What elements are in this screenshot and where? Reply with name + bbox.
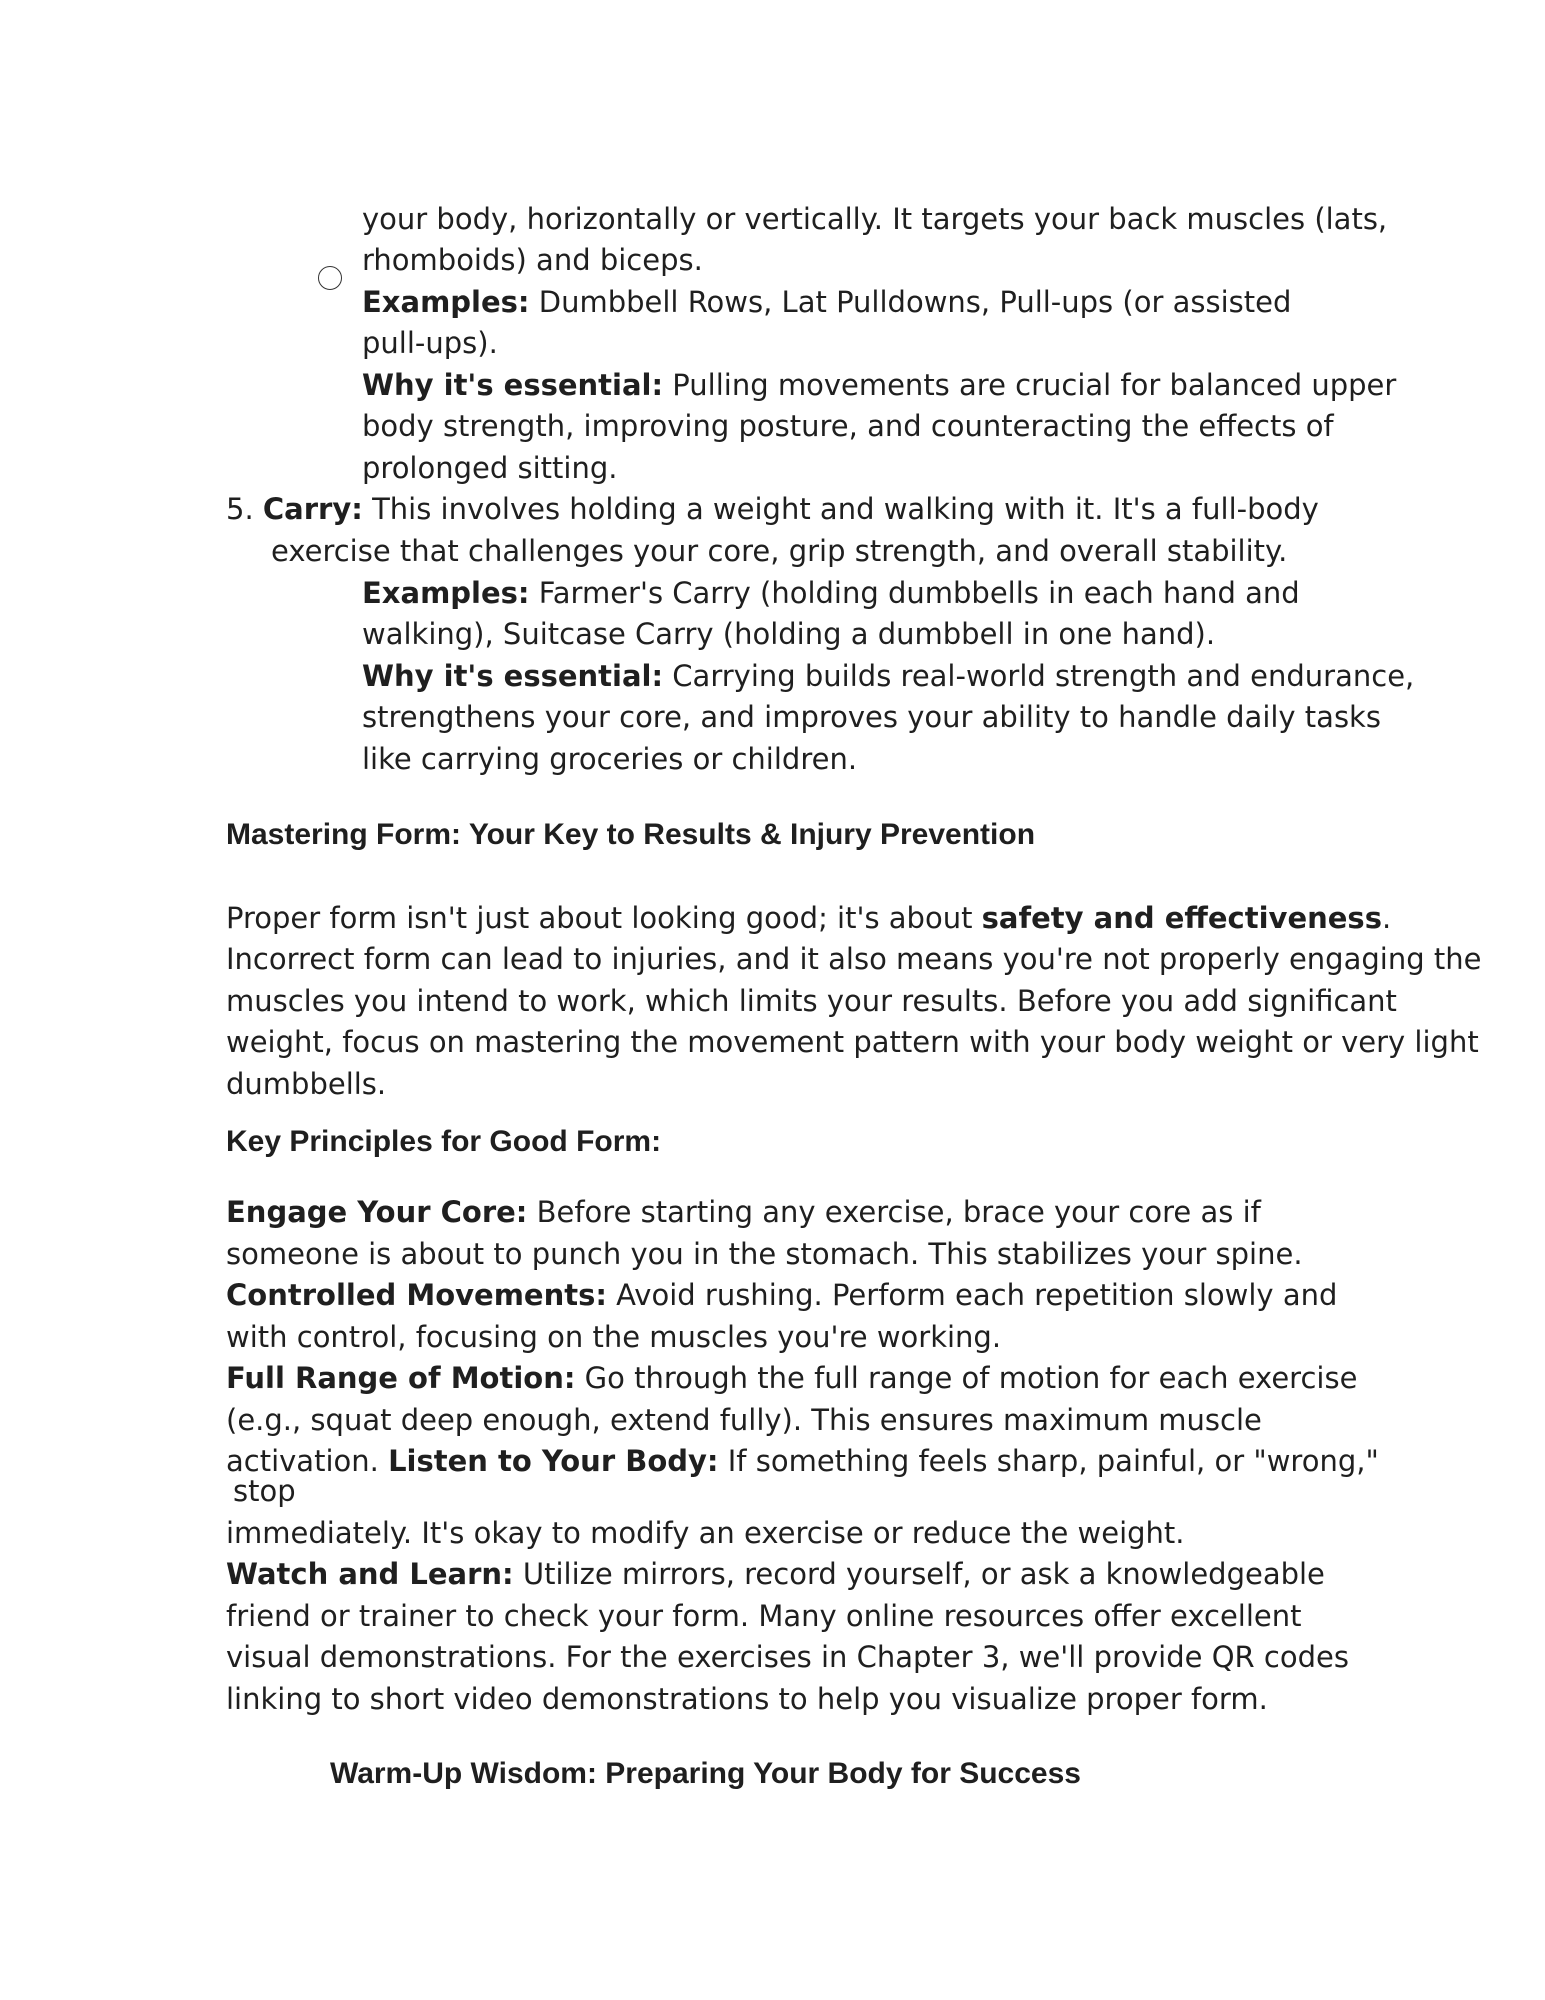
- pull-why-line-3: prolonged sitting.: [362, 451, 618, 485]
- form-paragraph-line-1: Proper form isn't just about looking good; it's about safety and effectiveness.: [226, 901, 1392, 935]
- principle-core-line-2: someone is about to punch you in the stomach. This stabilizes your spine.: [226, 1237, 1303, 1271]
- pull-examples-line-1: Examples: Dumbbell Rows, Lat Pulldowns, Pull-ups (or assisted: [362, 285, 1292, 319]
- principle-watch-line-2: friend or trainer to check your form. Many online resources offer excellent: [226, 1599, 1302, 1633]
- pull-description-line-1: your body, horizontally or vertically. It targets your back muscles (lats,: [362, 202, 1388, 236]
- principle-controlled-line-2: with control, focusing on the muscles you're working.: [226, 1320, 1002, 1354]
- carry-why-line-2: strengthens your core, and improves your ability to handle daily tasks: [362, 700, 1381, 734]
- carry-item-line-2: exercise that challenges your core, grip strength, and overall stability.: [271, 534, 1288, 568]
- pull-why-line-1: Why it's essential: Pulling movements are crucial for balanced upper: [362, 368, 1397, 402]
- warmup-heading: Warm-Up Wisdom: Preparing Your Body for Success: [330, 1757, 1081, 1790]
- principle-range-listen-line: activation. Listen to Your Body: If something feels sharp, painful, or "wrong,": [226, 1444, 1379, 1478]
- form-paragraph-line-2: Incorrect form can lead to injuries, and it also means you're not properly engaging the: [226, 942, 1482, 976]
- principle-watch-line-1: Watch and Learn: Utilize mirrors, record yourself, or ask a knowledgeable: [226, 1557, 1325, 1591]
- principle-range-line-2: (e.g., squat deep enough, extend fully). This ensures maximum muscle: [226, 1403, 1262, 1437]
- principle-watch-line-4: linking to short video demonstrations to help you visualize proper form.: [226, 1682, 1268, 1716]
- carry-examples-line-1: Examples: Farmer's Carry (holding dumbbells in each hand and: [362, 576, 1300, 610]
- form-paragraph-line-3: muscles you intend to work, which limits your results. Before you add significant: [226, 984, 1397, 1018]
- list-bullet-circle-icon: [318, 266, 342, 290]
- pull-why-line-2: body strength, improving posture, and counteracting the effects of: [362, 409, 1334, 443]
- carry-item-line-1: 5. Carry: This involves holding a weight and walking with it. It's a full-body: [226, 492, 1319, 526]
- form-paragraph-line-5: dumbbells.: [226, 1067, 387, 1101]
- principle-range-line-1: Full Range of Motion: Go through the full range of motion for each exercise: [226, 1361, 1358, 1395]
- principle-listen-stop: stop: [233, 1474, 296, 1508]
- principle-controlled-line-1: Controlled Movements: Avoid rushing. Perform each repetition slowly and: [226, 1278, 1338, 1312]
- carry-why-line-3: like carrying groceries or children.: [362, 742, 858, 776]
- principle-watch-line-3: visual demonstrations. For the exercises in Chapter 3, we'll provide QR codes: [226, 1640, 1349, 1674]
- principle-core-line-1: Engage Your Core: Before starting any exercise, brace your core as if: [226, 1195, 1261, 1229]
- carry-examples-line-2: walking), Suitcase Carry (holding a dumbbell in one hand).: [362, 617, 1216, 651]
- carry-why-line-1: Why it's essential: Carrying builds real-world strength and endurance,: [362, 659, 1415, 693]
- mastering-form-heading: Mastering Form: Your Key to Results & Injury Prevention: [226, 818, 1036, 851]
- pull-description-line-2: rhomboids) and biceps.: [362, 243, 703, 277]
- key-principles-heading: Key Principles for Good Form:: [226, 1125, 662, 1158]
- principle-listen-line-2: immediately. It's okay to modify an exercise or reduce the weight.: [226, 1516, 1185, 1550]
- form-paragraph-line-4: weight, focus on mastering the movement pattern with your body weight or very light: [226, 1025, 1479, 1059]
- pull-examples-line-2: pull-ups).: [362, 326, 498, 360]
